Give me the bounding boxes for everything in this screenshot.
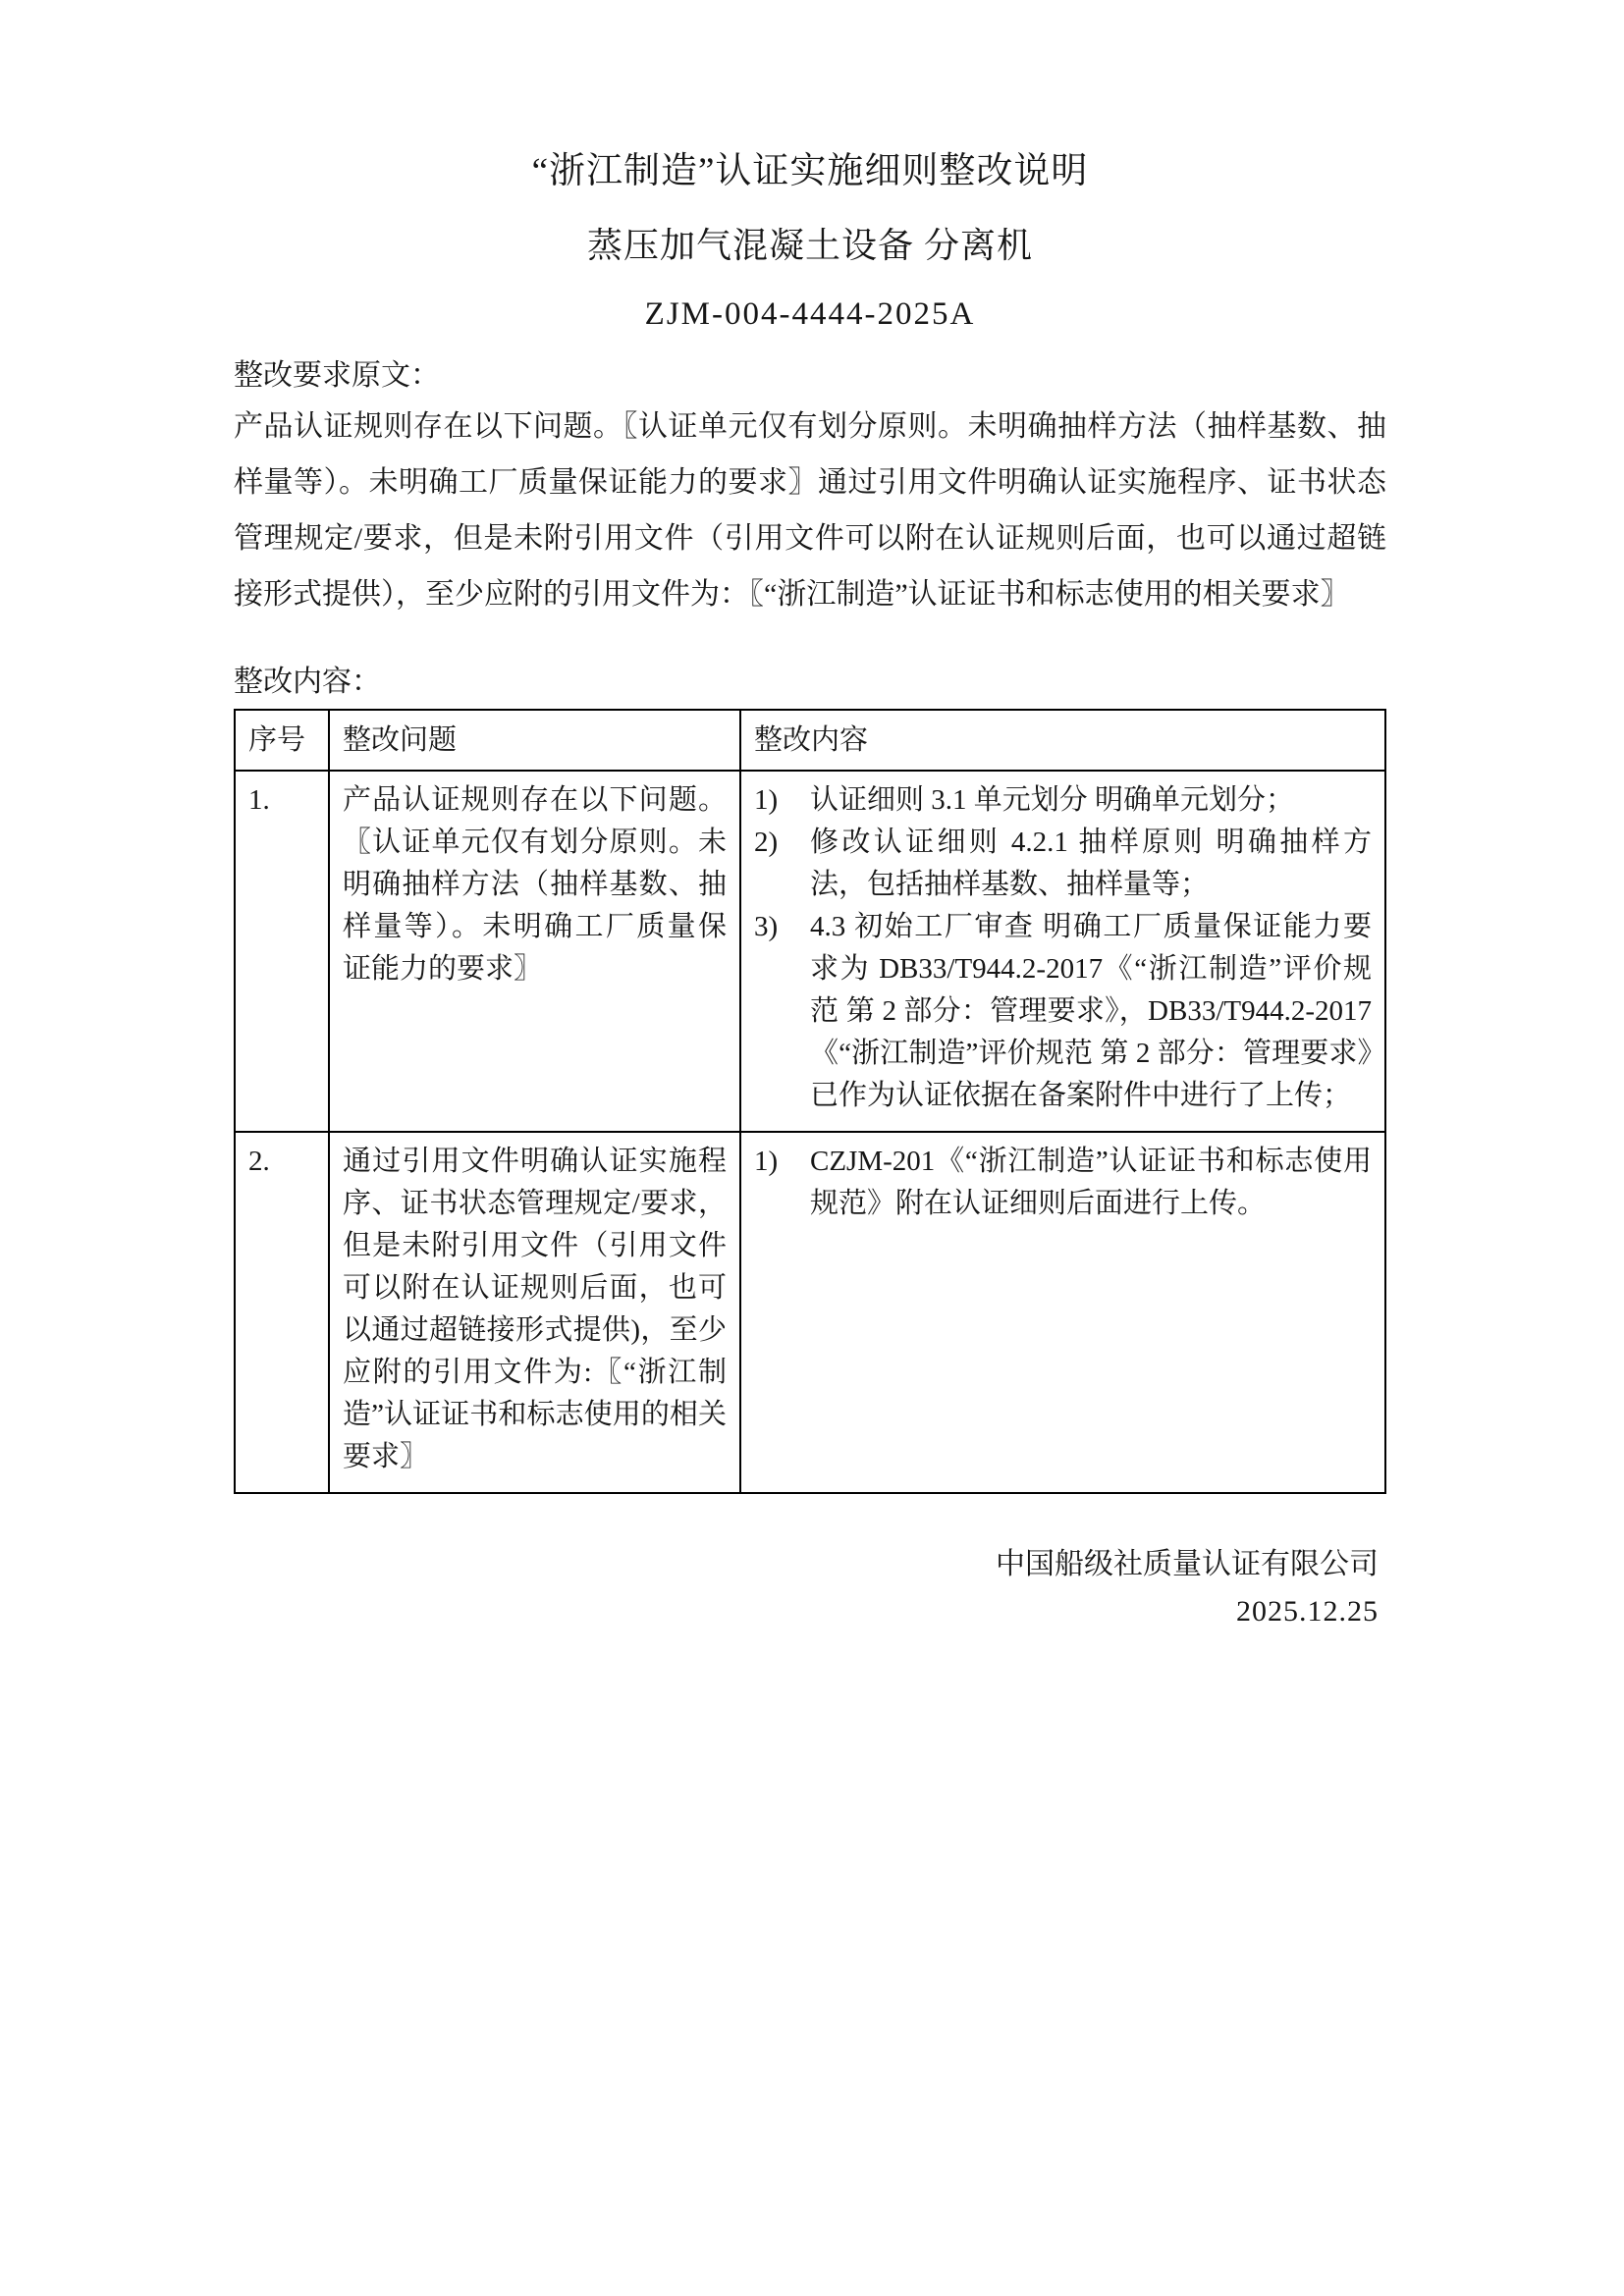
item-number: 1): [754, 784, 779, 816]
original-requirement-label: 整改要求原文：: [234, 359, 440, 392]
rectification-table: [234, 709, 1386, 1494]
list-item: [754, 1141, 1372, 1225]
item-number: 3): [754, 911, 779, 942]
table-row: [235, 771, 1385, 1132]
header-cell-problem: 整改问题: [329, 710, 740, 771]
list-item: [754, 822, 1372, 906]
document-subtitle: 蒸压加气混凝土设备 分离机: [586, 226, 1033, 265]
list-item: [754, 779, 1372, 822]
document-number: ZJM-004-4444-2025A: [644, 296, 976, 332]
cell-content: [740, 1132, 1385, 1493]
list-item: [754, 906, 1372, 1117]
serial-number: 1.: [248, 784, 270, 816]
item-text: CZJM-201《“浙江制造”认证证书和标志使用规范》附在认证细则后面进行上传。: [810, 1146, 1372, 1219]
signature-block: [234, 1545, 1386, 1631]
problem-text: 产品认证规则存在以下问题。〖认证单元仅有划分原则。未明确抽样方法（抽样基数、抽样量等）。未明确工厂质量保证能力的要求〗: [343, 784, 727, 985]
cell-content: [740, 771, 1385, 1132]
cell-serial: [235, 1132, 329, 1493]
item-text: 4.3 初始工厂审查 明确工厂质量保证能力要求为 DB33/T944.2-2017《“浙江制造”评价规范 第 2 部分：管理要求》，DB33/T944.2-2017《“浙江制造”评价规范 第 2 部分：管理要求》已作为认证依据在备案附件中进行了上传；: [810, 911, 1372, 1111]
table-header-row: [235, 710, 1385, 771]
cell-problem: [329, 1132, 740, 1493]
issuing-company: 中国船级社质量认证有限公司: [996, 1548, 1379, 1580]
item-number: 1): [754, 1146, 779, 1177]
item-text: 修改认证细则 4.2.1 抽样原则 明确抽样方法，包括抽样基数、抽样量等；: [810, 827, 1372, 900]
header-cell-content: 整改内容: [740, 710, 1385, 771]
issue-date: 2025.12.25: [1236, 1595, 1379, 1628]
item-text: 认证细则 3.1 单元划分 明确单元划分；: [810, 784, 1295, 816]
header-cell-serial: 序号: [235, 710, 329, 771]
document-title: “浙江制造”认证实施细则整改说明: [531, 151, 1089, 191]
cell-serial: [235, 771, 329, 1132]
serial-number: 2.: [248, 1146, 270, 1177]
table-row: [235, 1132, 1385, 1493]
rectify-content-label: 整改内容：: [234, 666, 381, 698]
cell-problem: [329, 771, 740, 1132]
problem-text: 通过引用文件明确认证实施程序、证书状态管理规定/要求，但是未附引用文件（引用文件可以附在认证规则后面，也可以通过超链接形式提供)，至少应附的引用文件为:〖“浙江制造”认证证书和标志使用的相关要求〗: [343, 1146, 727, 1472]
item-number: 2): [754, 827, 779, 858]
original-requirement-text: 产品认证规则存在以下问题。〖认证单元仅有划分原则。未明确抽样方法（抽样基数、抽样量等）。未明确工厂质量保证能力的要求〗通过引用文件明确认证实施程序、证书状态管理规定/要求，但是未附引用文件（引用文件可以附在认证规则后面，也可以通过超链接形式提供），至少应附的引用文件为：〖“浙江制造”认证证书和标志使用的相关要求〗: [234, 410, 1386, 611]
